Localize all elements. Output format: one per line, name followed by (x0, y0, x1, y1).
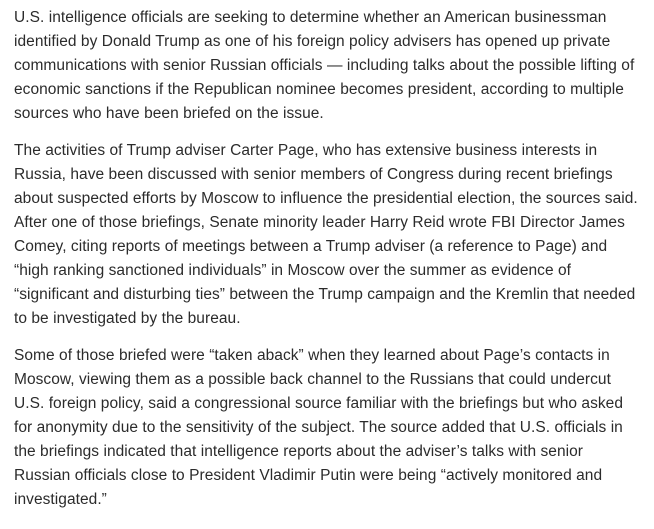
article-paragraph-1: U.S. intelligence officials are seeking to determine whether an American businessman identified by Donald Trump as one of his foreign policy advisers has opened up private communications with senior Russian officials — including talks about the possible lifting of economic sanctions if the Republican nominee becomes president, according to multiple sources who have been briefed on the issue. (14, 9, 635, 122)
article-paragraph-3: Some of those briefed were “taken aback” when they learned about Page’s contacts in Moscow, viewing them as a possible back channel to the Russians that could undercut U.S. foreign policy, said a congressional source familiar with the briefings but who asked for anonymity due to the sensitivity of the subject. The source added that U.S. officials in the briefings indicated that intelligence reports about the adviser’s talks with senior Russian officials close to President Vladimir Putin were being “actively monitored and investigated.” (14, 347, 624, 508)
article-paragraph-2: The activities of Trump adviser Carter Page, who has extensive business interests in Russia, have been discussed with senior members of Congress during recent briefings about suspected efforts by Moscow to influence the presidential election, the sources said. After one of those briefings, Senate minority leader Harry Reid wrote FBI Director James Comey, citing reports of meetings between a Trump adviser (a reference to Page) and “high ranking sanctioned individuals” in Moscow over the summer as evidence of “significant and disturbing ties” between the Trump campaign and the Kremlin that needed to be investigated by the bureau. (14, 142, 638, 327)
